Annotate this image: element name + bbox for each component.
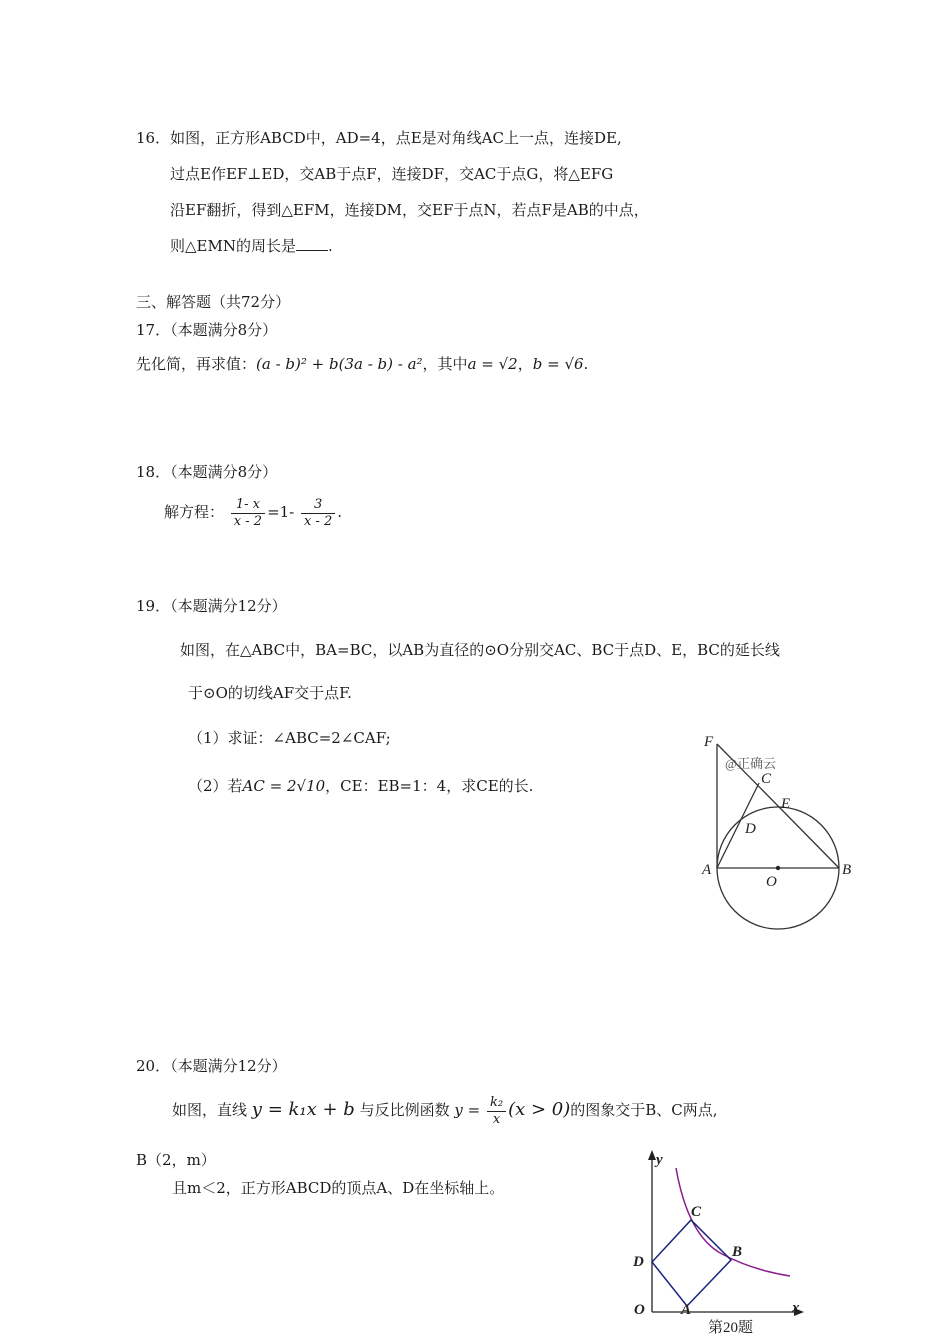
square-abcd bbox=[652, 1220, 731, 1306]
fraction-denominator: x bbox=[492, 1111, 501, 1127]
q16-line1 bbox=[136, 128, 622, 148]
q17-body bbox=[136, 354, 588, 374]
q20-header: 20．（本题满分12分） bbox=[136, 1057, 287, 1075]
q19-part1: （1）求证：∠ABC=2∠CAF; bbox=[188, 729, 391, 747]
q20-mid: 与反比例函数 bbox=[359, 1101, 450, 1119]
q18-end: . bbox=[337, 503, 343, 521]
label-d: D bbox=[633, 1254, 644, 1270]
watermark: @正确云 bbox=[725, 756, 776, 771]
fraction-denominator: x - 2 bbox=[304, 513, 333, 529]
section-title: 三、解答题（共72分） bbox=[136, 293, 291, 311]
q16-period: . bbox=[327, 237, 333, 255]
fraction-numerator: k₂ bbox=[487, 1095, 506, 1112]
q19-line2: 于⊙O的切线AF交于点F. bbox=[188, 684, 352, 702]
q17-condition-a: a = √2 bbox=[467, 355, 518, 373]
q20-line1 bbox=[172, 1090, 718, 1130]
label-c: C bbox=[691, 1204, 702, 1220]
q17-condition-b: b = √6 bbox=[532, 355, 584, 373]
q17-prefix: 先化简，再求值： bbox=[136, 355, 257, 373]
q20-line2: B（2，m） bbox=[136, 1151, 216, 1169]
q18-prefix: 解方程： bbox=[164, 503, 225, 521]
label-b: B bbox=[732, 1244, 743, 1260]
q16-line3: 沿EF翻折，得到△EFM，连接DM，交EF于点N，若点F是AB的中点， bbox=[170, 201, 649, 219]
q20-condition: (x > 0) bbox=[508, 1099, 571, 1120]
q19-part2-rest: ，CE：EB=1：4，求CE的长. bbox=[325, 777, 534, 795]
axis-label-x: x bbox=[792, 1300, 800, 1316]
q19-part2-prefix: （2）若 bbox=[188, 777, 243, 795]
label-b: B bbox=[842, 862, 852, 878]
label-f: F bbox=[704, 734, 714, 750]
center-point bbox=[776, 866, 780, 870]
fraction-denominator: x - 2 bbox=[233, 513, 263, 529]
q19-ac-expression: AC = 2√10 bbox=[242, 777, 326, 795]
fraction-numerator: 3 bbox=[301, 497, 335, 514]
q16-text-4: 则△EMN的周长是 bbox=[170, 237, 296, 255]
q16-text-1: 如图，正方形ABCD中，AD=4，点E是对角线AC上一点，连接DE, bbox=[170, 129, 622, 147]
q17-end: . bbox=[583, 355, 589, 373]
q20-line3: 且m＜2，正方形ABCD的顶点A、D在坐标轴上。 bbox=[172, 1179, 505, 1197]
label-o: O bbox=[634, 1302, 645, 1318]
q20-prefix: 如图，直线 bbox=[172, 1101, 248, 1119]
q19-header: 19．（本题满分12分） bbox=[136, 597, 287, 615]
label-o: O bbox=[766, 874, 777, 890]
q20-fraction bbox=[487, 1095, 506, 1128]
q16-line2: 过点E作EF⊥ED，交AB于点F，连接DF，交AC于点G，将△EFG bbox=[170, 165, 614, 183]
q17-mid: ，其中 bbox=[422, 355, 468, 373]
label-d: D bbox=[745, 821, 756, 837]
y-axis-arrow bbox=[648, 1150, 656, 1160]
q17-expression: (a - b)² + b(3a - b) - a² bbox=[256, 355, 423, 373]
q16-number: 16． bbox=[136, 129, 171, 147]
q20-func-lhs: y = bbox=[454, 1101, 481, 1119]
q18-fraction-2 bbox=[301, 497, 335, 530]
q18-body bbox=[164, 494, 342, 530]
q16-line4 bbox=[170, 236, 333, 256]
q19-part2 bbox=[188, 776, 533, 796]
q18-mid: =1- bbox=[267, 503, 295, 521]
q18-fraction-1 bbox=[231, 497, 265, 530]
label-a: A bbox=[681, 1302, 692, 1318]
label-a: A bbox=[702, 862, 712, 878]
q20-rest: 的图象交于B、C两点, bbox=[570, 1101, 718, 1119]
label-e: E bbox=[781, 796, 791, 812]
label-c: C bbox=[761, 771, 772, 787]
figure-19 bbox=[690, 722, 870, 934]
q17-header: 17．（本题满分8分） bbox=[136, 321, 278, 339]
figure-20 bbox=[620, 1146, 820, 1340]
fraction-numerator: 1- x bbox=[231, 497, 265, 514]
q18-header: 18．（本题满分8分） bbox=[136, 463, 278, 481]
axis-label-y: y bbox=[656, 1152, 663, 1168]
figure-caption: 第20题 bbox=[708, 1320, 754, 1336]
answer-blank bbox=[296, 236, 328, 251]
q17-comma: ， bbox=[517, 355, 533, 373]
q20-line-expression: y = k₁x + b bbox=[251, 1099, 355, 1120]
q19-line1: 如图，在△ABC中，BA=BC，以AB为直径的⊙O分别交AC、BC于点D、E，BC的延长线 bbox=[180, 641, 780, 659]
